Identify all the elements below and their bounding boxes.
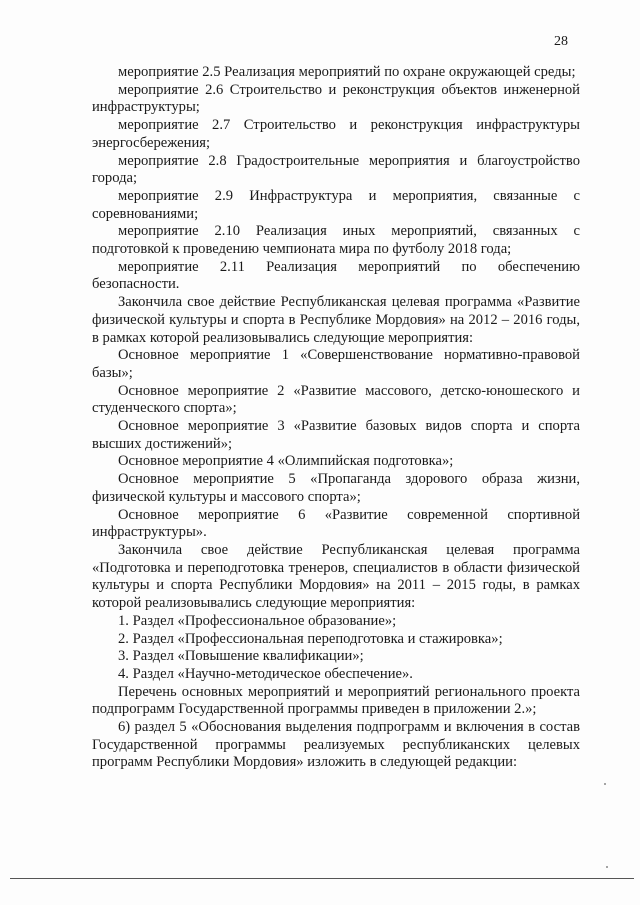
paragraph-trainers-program-ended: Закончила свое действие Республиканская целевая программа «Подготовка и переподготовка тренеров, специалистов в области физической культуры и спорта Республики Мордовия» на 2011 – 2015 годы, в рамках которой реализовывались следующие мероприятия: [92,541,580,612]
scan-speck [604,783,606,785]
paragraph-section-3: 3. Раздел «Повышение квалификации»; [118,648,364,665]
scan-speck [606,866,608,868]
paragraph-event-2-9: мероприятие 2.9 Инфраструктура и мероприятия, связанные с соревнованиями; [92,187,580,222]
paragraph-event-2-6: мероприятие 2.6 Строительство и реконструкция объектов инженерной инфраструктуры; [92,81,580,116]
paragraph-event-2-7: мероприятие 2.7 Строительство и реконструкция инфраструктуры энергосбережения; [92,117,580,151]
document-body [92,64,580,772]
paragraph-main-event-1: Основное мероприятие 1 «Совершенствование нормативно-правовой базы»; [92,347,580,381]
paragraph-main-event-4: Основное мероприятие 4 «Олимпийская подготовка»; [118,453,454,470]
paragraph-main-event-6: Основное мероприятие 6 «Развитие современной спортивной инфраструктуры». [92,506,580,541]
paragraph-section-2: 2. Раздел «Профессиональная переподготовка и стажировка»; [118,630,503,647]
paragraph-event-2-11: мероприятие 2.11 Реализация мероприятий по обеспечению безопасности. [92,258,580,293]
paragraph-main-event-5: Основное мероприятие 5 «Пропаганда здорового образа жизни, физической культуры и массового спорта»; [92,471,580,505]
paragraph-events-list-reference: Перечень основных мероприятий и мероприятий регионального проекта подпрограмм Государственной программы приведен в приложении 2.»; [92,683,580,718]
paragraph-section-5-amendment: 6) раздел 5 «Обоснования выделения подпрограмм и включения в состав Государственной программы реализуемых республиканских целевых программ Республики Мордовия» изложить в следующей редакции: [92,719,580,771]
paragraph-event-2-10: мероприятие 2.10 Реализация иных мероприятий, связанных с подготовкой к проведению чемпионата мира по футболу 2018 года; [92,223,580,258]
page-number: 28 [554,34,568,49]
paragraph-event-2-8: мероприятие 2.8 Градостроительные мероприятия и благоустройство города; [92,152,580,187]
paragraph-event-2-5: мероприятие 2.5 Реализация мероприятий по охране окружающей среды; [118,64,576,80]
paragraph-section-4: 4. Раздел «Научно-методическое обеспечение». [118,665,413,682]
paragraph-main-event-3: Основное мероприятие 3 «Развитие базовых видов спорта и спорта высших достижений»; [92,418,580,452]
paragraph-sport-program-ended: Закончила свое действие Республиканская целевая программа «Развитие физической культуры и спорта в Республике Мордовия» на 2012 – 2016 годы, в рамках которой реализовывались следующие мероприятия: [92,294,580,346]
bottom-scan-edge [10,878,634,879]
paragraph-section-1: 1. Раздел «Профессиональное образование»; [118,612,397,629]
paragraph-main-event-2: Основное мероприятие 2 «Развитие массового, детско-юношеского и студенческого спорта»; [92,382,580,417]
